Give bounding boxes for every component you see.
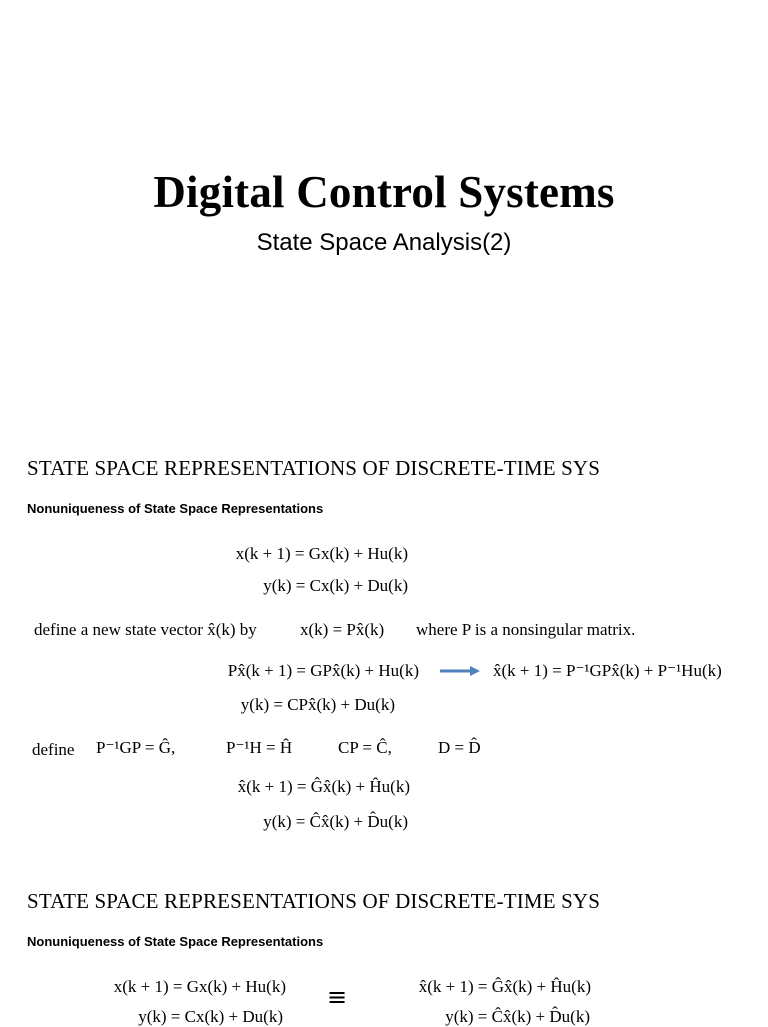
- hat-output-equation: y(k) = Ĉx̂(k) + D̂u(k): [263, 812, 408, 831]
- transformed-state-equation-2: x̂(k + 1) = Ĝx̂(k) + Ĥu(k): [418, 977, 591, 996]
- transformed-state-equation: Px̂(k + 1) = GPx̂(k) + Hu(k): [227, 661, 419, 680]
- definition-h-hat: P⁻¹H = Ĥ: [226, 738, 293, 757]
- transformed-output-equation: y(k) = CPx̂(k) + Du(k): [240, 695, 395, 714]
- equivalence-symbol: ≡: [327, 983, 348, 1011]
- section-subheading: Nonuniqueness of State Space Representations: [27, 501, 324, 516]
- slide-subtitle: State Space Analysis(2): [256, 229, 512, 256]
- result-equation: x̂(k + 1) = P⁻¹GPx̂(k) + P⁻¹Hu(k): [493, 661, 722, 680]
- transformation-equation: x(k) = Px̂(k): [300, 620, 385, 639]
- output-equation: y(k) = Cx(k) + Du(k): [263, 576, 408, 595]
- section-heading: STATE SPACE REPRESENTATIONS OF DISCRETE-TIME SYS: [27, 456, 601, 480]
- definition-c-hat: CP = Ĉ,: [338, 738, 392, 757]
- original-state-equation: x(k + 1) = Gx(k) + Hu(k): [113, 977, 286, 996]
- implies-arrow-icon: [440, 664, 480, 678]
- slide-title: Digital Control Systems: [153, 167, 615, 217]
- original-output-equation: y(k) = Cx(k) + Du(k): [138, 1007, 283, 1026]
- state-equation: x(k + 1) = Gx(k) + Hu(k): [235, 544, 408, 563]
- hat-state-equation: x̂(k + 1) = Ĝx̂(k) + Ĥu(k): [237, 777, 410, 796]
- define-suffix: where P is a nonsingular matrix.: [416, 620, 636, 639]
- section-heading-2: STATE SPACE REPRESENTATIONS OF DISCRETE-TIME SYS: [27, 889, 601, 913]
- define-label: define: [32, 740, 75, 759]
- definition-d-hat: D = D̂: [438, 738, 481, 757]
- define-prefix: define a new state vector x̂(k) by: [34, 620, 257, 639]
- transformed-output-equation-2: y(k) = Ĉx̂(k) + D̂u(k): [445, 1007, 590, 1026]
- definition-g-hat: P⁻¹GP = Ĝ,: [96, 738, 176, 757]
- section-subheading-2: Nonuniqueness of State Space Representations: [27, 934, 324, 949]
